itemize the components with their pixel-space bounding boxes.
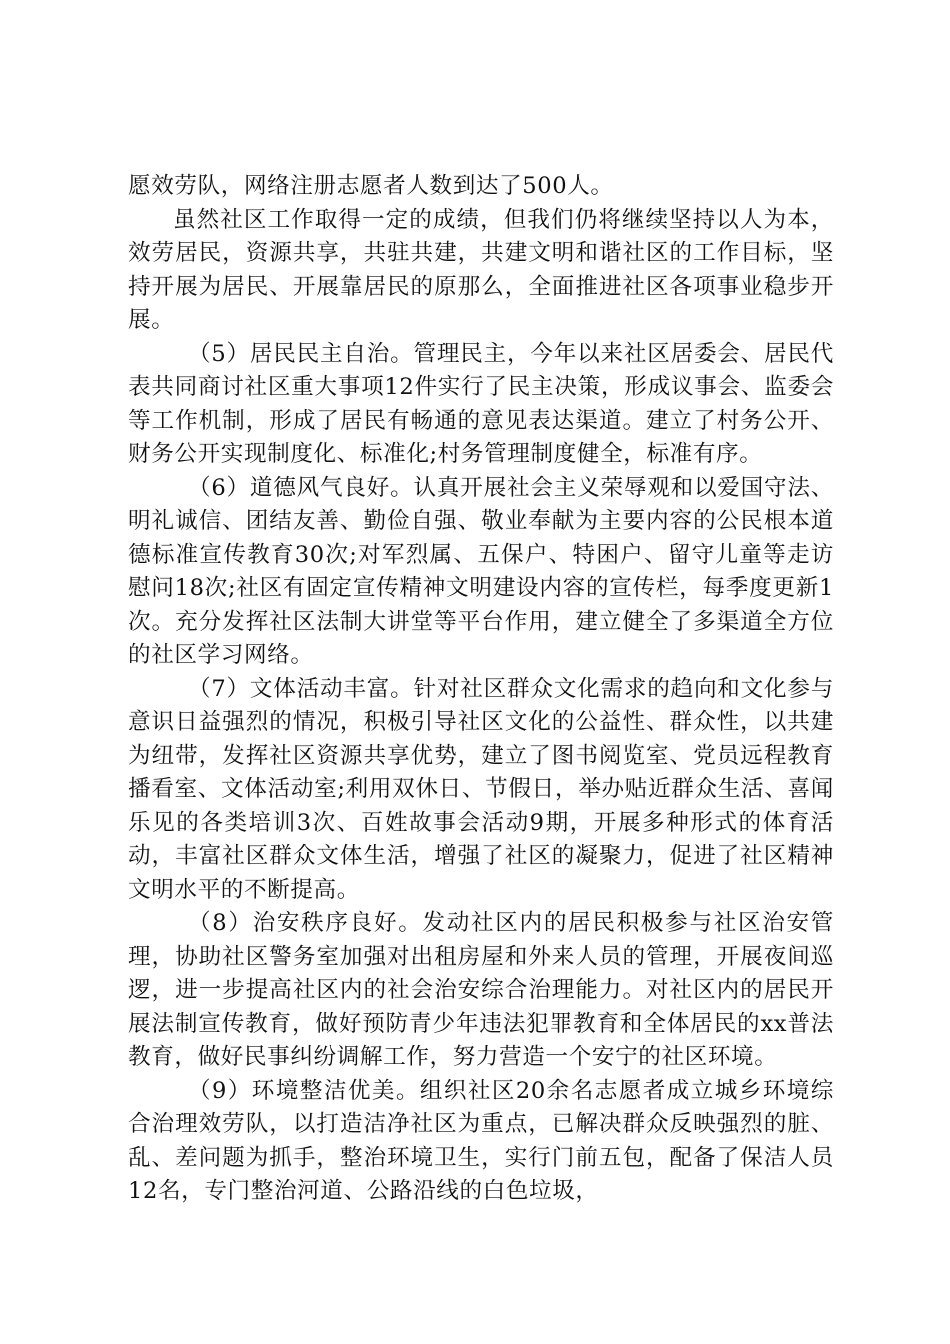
paragraph-item-6: （6）道德风气良好。认真开展社会主义荣辱观和以爱国守法、明礼诚信、团结友善、勤俭自强、敬业奉献为主要内容的公民根本道德标准宣传教育30次;对军烈属、五保户、特困户、留守儿童等走访慰问18次;社区有固定宣传精神文明建设内容的宣传栏，每季度更新1次。充分发挥社区法制大讲堂等平台作用，建立健全了多渠道全方位的社区学习网络。 (128, 474, 834, 668)
paragraph-item-8: （8）治安秩序良好。发动社区内的居民积极参与社区治安管理，协助社区警务室加强对出租房屋和外来人员的管理，开展夜间巡逻，进一步提高社区内的社会治安综合治理能力。对社区内的居民开展法制宣传教育，做好预防青少年违法犯罪教育和全体居民的xx普法教育，做好民事纠纷调解工作，努力营造一个安宁的社区环境。 (128, 910, 834, 1070)
paragraph-item-7: （7）文体活动丰富。针对社区群众文化需求的趋向和文化参与意识日益强烈的情况，积极引导社区文化的公益性、群众性，以共建为纽带，发挥社区资源共享优势，建立了图书阅览室、党员远程教育播看室、文体活动室;利用双休日、节假日，举办贴近群众生活、喜闻乐见的各类培训3次、百姓故事会活动9期，开展多种形式的体育活动，丰富社区群众文体生活，增强了社区的凝聚力，促进了社区精神文明水平的不断提高。 (128, 675, 834, 903)
paragraph-summary: 虽然社区工作取得一定的成绩，但我们仍将继续坚持以人为本，效劳居民，资源共享，共驻共建，共建文明和谐社区的工作目标，坚持开展为居民、开展靠居民的原那么，全面推进社区各项事业稳步开展。 (128, 206, 834, 333)
paragraph-item-5: （5）居民民主自治。管理民主，今年以来社区居委会、居民代表共同商讨社区重大事项12件实行了民主决策，形成议事会、监委会等工作机制，形成了居民有畅通的意见表达渠道。建立了村务公开、财务公开实现制度化、标准化;村务管理制度健全，标准有序。 (128, 340, 834, 467)
paragraph-continuation: 愿效劳队，网络注册志愿者人数到达了500人。 (128, 173, 614, 199)
document-body (128, 170, 834, 1209)
paragraph-item-9: （9）环境整洁优美。组织社区20余名志愿者成立城乡环境综合治理效劳队，以打造洁净社区为重点，已解决群众反映强烈的脏、乱、差问题为抓手，整治环境卫生，实行门前五包，配备了保洁人员12名，专门整治河道、公路沿线的白色垃圾， (128, 1077, 834, 1204)
